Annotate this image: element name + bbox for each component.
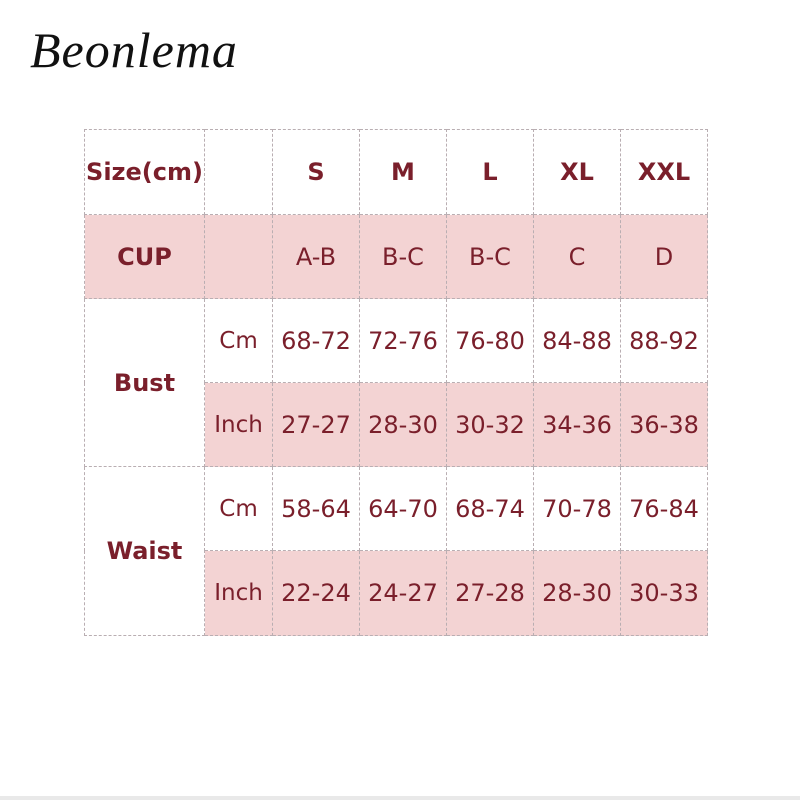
waist-cm-unit: Cm <box>205 467 273 551</box>
waist-cm-m: 64-70 <box>360 467 447 551</box>
waist-cm-xl: 70-78 <box>534 467 621 551</box>
bust-cm-s: 68-72 <box>273 299 360 383</box>
cup-unit-cell <box>205 215 273 299</box>
bust-inch-xxl: 36-38 <box>621 383 708 467</box>
bust-cm-unit: Cm <box>205 299 273 383</box>
size-xxl: XXL <box>621 130 708 215</box>
header-row <box>85 130 708 215</box>
bust-cm-row <box>85 299 708 383</box>
waist-cm-l: 68-74 <box>447 467 534 551</box>
bust-inch-l: 30-32 <box>447 383 534 467</box>
waist-inch-unit: Inch <box>205 551 273 636</box>
cup-xxl: D <box>621 215 708 299</box>
bust-cm-xxl: 88-92 <box>621 299 708 383</box>
waist-label: Waist <box>85 467 205 636</box>
size-m: M <box>360 130 447 215</box>
size-xl: XL <box>534 130 621 215</box>
waist-inch-m: 24-27 <box>360 551 447 636</box>
size-chart-table <box>84 129 708 636</box>
waist-cm-row <box>85 467 708 551</box>
bust-inch-unit: Inch <box>205 383 273 467</box>
waist-inch-xl: 28-30 <box>534 551 621 636</box>
size-l: L <box>447 130 534 215</box>
bust-inch-s: 27-27 <box>273 383 360 467</box>
unit-header-cell <box>205 130 273 215</box>
size-s: S <box>273 130 360 215</box>
cup-s: A-B <box>273 215 360 299</box>
waist-cm-s: 58-64 <box>273 467 360 551</box>
brand-logo: Beonlema <box>30 22 238 78</box>
bust-inch-xl: 34-36 <box>534 383 621 467</box>
cup-l: B-C <box>447 215 534 299</box>
bust-label: Bust <box>85 299 205 467</box>
cup-label: CUP <box>85 215 205 299</box>
waist-cm-xxl: 76-84 <box>621 467 708 551</box>
cup-row <box>85 215 708 299</box>
bust-cm-l: 76-80 <box>447 299 534 383</box>
bottom-divider <box>0 796 800 800</box>
bust-cm-xl: 84-88 <box>534 299 621 383</box>
waist-inch-xxl: 30-33 <box>621 551 708 636</box>
waist-inch-s: 22-24 <box>273 551 360 636</box>
waist-inch-l: 27-28 <box>447 551 534 636</box>
bust-cm-m: 72-76 <box>360 299 447 383</box>
size-header-label: Size(cm) <box>85 130 205 215</box>
cup-m: B-C <box>360 215 447 299</box>
cup-xl: C <box>534 215 621 299</box>
bust-inch-m: 28-30 <box>360 383 447 467</box>
